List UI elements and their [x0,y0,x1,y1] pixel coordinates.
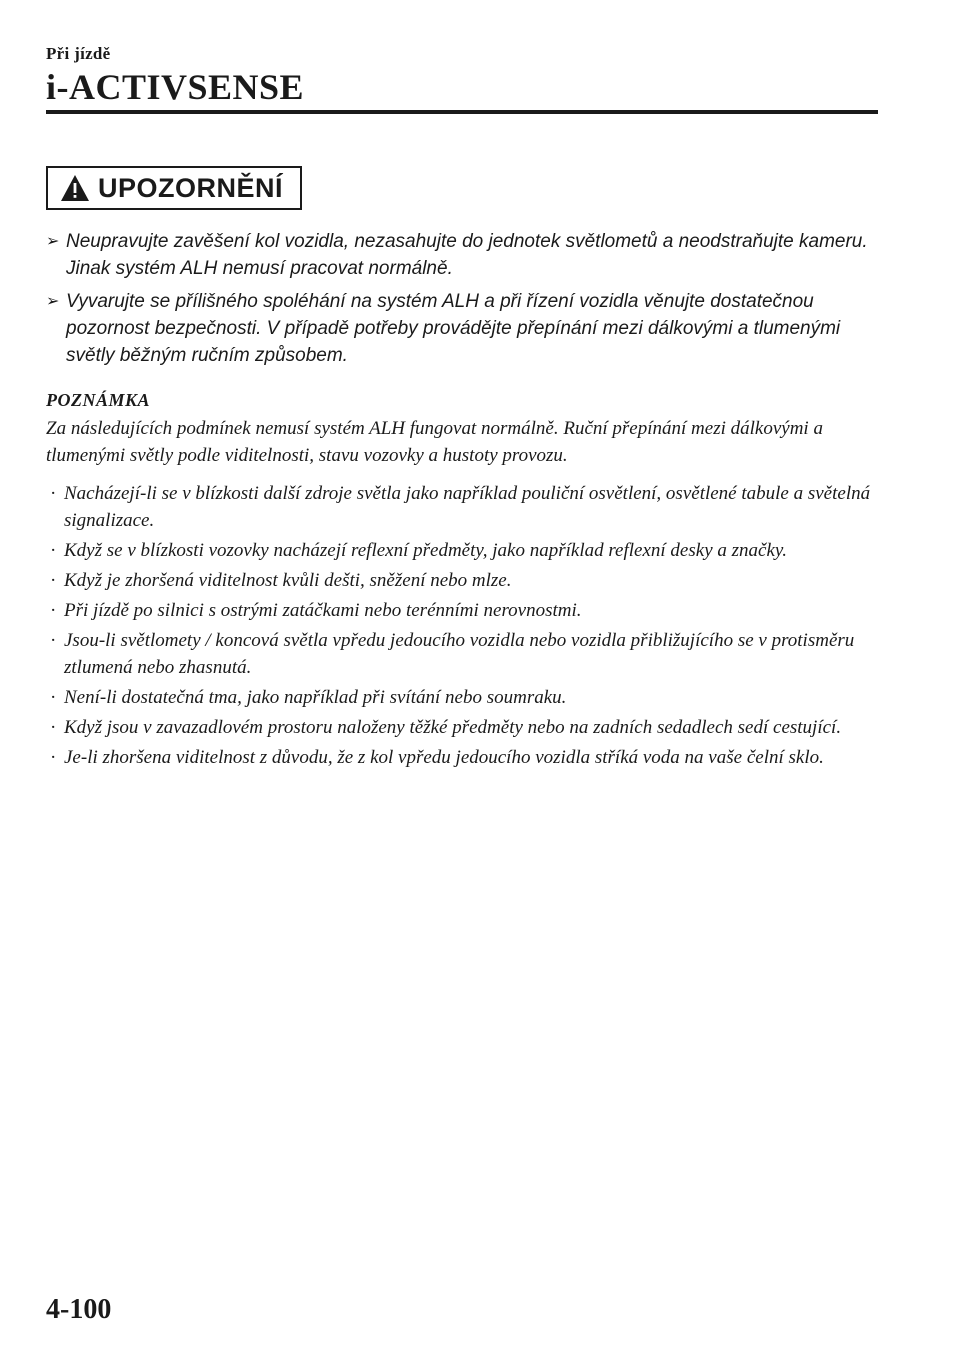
bullet-dot-icon: · [50,687,57,708]
list-item [46,684,876,711]
page-number: 4-100 [46,1294,112,1325]
header-divider [46,110,878,114]
list-item-text: Jsou-li světlomety / koncová světla vpředu jedoucího vozidla nebo vozidla přibližujícího se v protisměru ztlumená nebo zhasnutá. [64,630,855,678]
list-item-text: Při jízdě po silnici s ostrými zatáčkami nebo terénními nerovnostmi. [64,600,582,621]
chapter-title: i-ACTIVSENSE [46,67,305,107]
list-item [46,744,876,771]
list-item-text: Není-li dostatečná tma, jako například při svítání nebo soumraku. [64,687,567,708]
warning-item-text: Neupravujte zavěšení kol vozidla, nezasahujte do jednotek světlometů a neodstraňujte kameru. Jinak systém ALH nemusí pracovat normálně. [66,231,868,279]
warning-box [46,166,302,210]
list-item-text: Je-li zhoršena viditelnost z důvodu, že z kol vpředu jedoucího vozidla stříká voda na vaše čelní sklo. [64,747,824,768]
list-item-text: Když je zhoršená viditelnost kvůli dešti, sněžení nebo mlze. [64,570,512,591]
bullet-dot-icon: · [50,630,57,651]
bullet-dot-icon: · [50,570,57,591]
list-item [46,714,876,741]
warning-item-text: Vyvarujte se přílišného spoléhání na systém ALH a při řízení vozidla věnujte dostatečnou pozornost bezpečnosti. V případě potřeby provádějte přepínání mezi dálkovými a tlumenými světly běžným ručním způsobem. [66,291,841,366]
section-label: Při jízdě [46,44,111,63]
warning-item [46,288,876,369]
warning-triangle-icon [60,174,90,202]
list-item [46,480,876,534]
warning-list [46,228,876,375]
list-item-text: Nacházejí-li se v blízkosti další zdroje světla jako například pouliční osvětlení, osvětlené tabule a světelná signalizace. [64,483,871,531]
list-item [46,537,876,564]
bullet-dot-icon: · [50,540,57,561]
list-item [46,627,876,681]
note-intro: Za následujících podmínek nemusí systém ALH fungovat normálně. Ruční přepínání mezi dálkovými a tlumenými světly podle viditelnosti, stavu vozovky a hustoty provozu. [46,418,823,466]
list-item-text: Když jsou v zavazadlovém prostoru naloženy těžké předměty nebo na zadních sedadlech sedí cestující. [64,717,842,738]
warning-item [46,228,876,282]
bullet-dot-icon: · [50,717,57,738]
list-item [46,567,876,594]
bullet-dot-icon: · [50,483,57,504]
note-title: POZNÁMKA [46,390,151,410]
list-item-text: Když se v blízkosti vozovky nacházejí reflexní předměty, jako například reflexní desky a značky. [64,540,788,561]
arrow-right-icon: ➢ [46,293,60,310]
list-item [46,597,876,624]
page-header [46,44,878,108]
note-list [46,480,876,774]
warning-title: UPOZORNĚNÍ [98,172,284,203]
arrow-right-icon: ➢ [46,233,60,250]
bullet-dot-icon: · [50,600,57,621]
bullet-dot-icon: · [50,747,57,768]
